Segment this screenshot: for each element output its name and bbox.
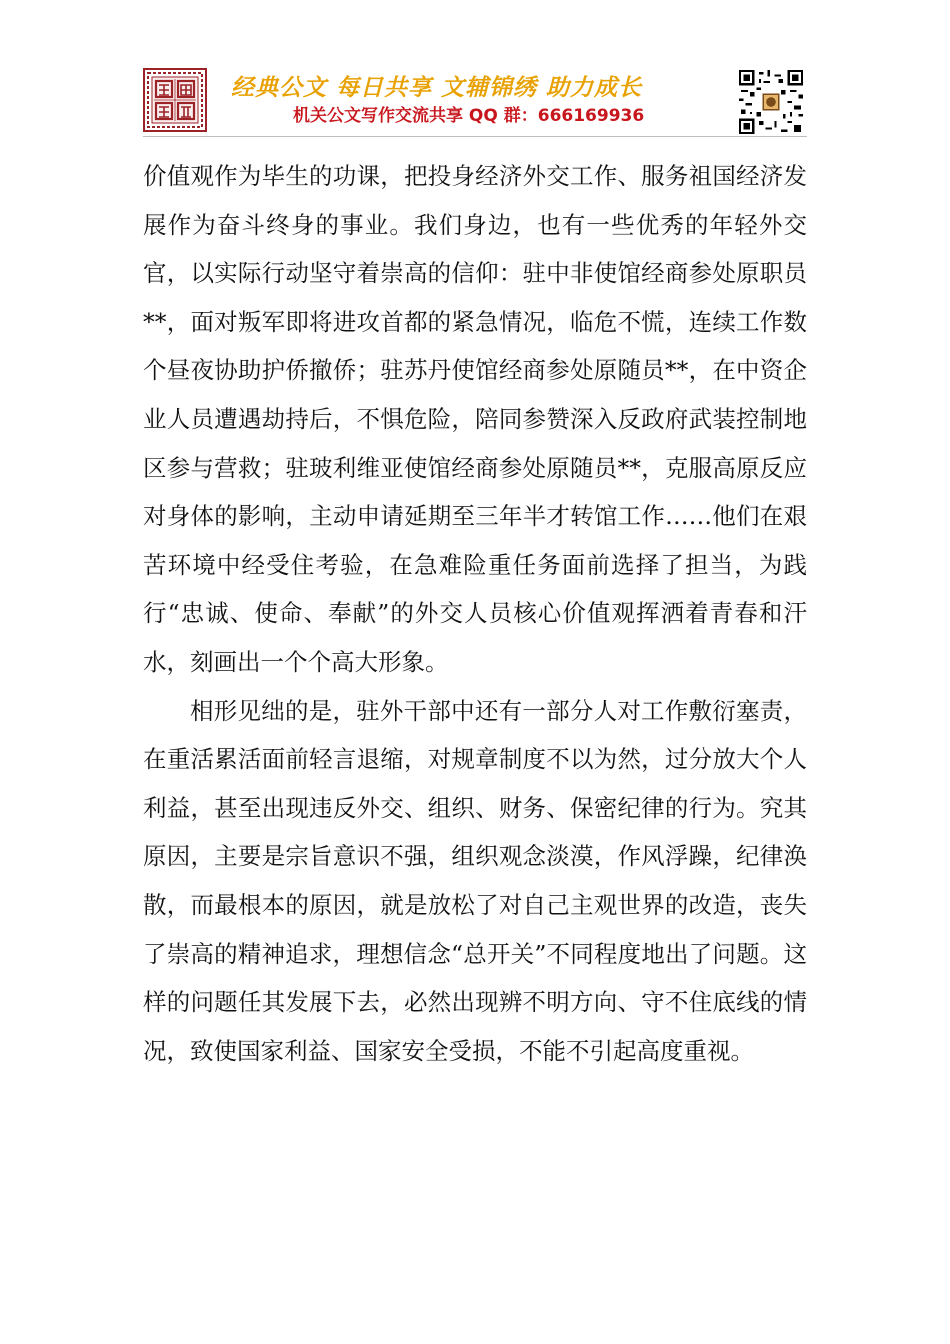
header-divider [143,136,807,137]
page-header [143,66,807,134]
header-qq-group: 机关公文写作交流共享 QQ 群：666169936 [293,106,645,126]
document-body [143,152,807,1075]
qr-code-icon[interactable] [739,70,803,134]
logo-seal-icon [143,68,207,132]
paragraph-2: 相形见绌的是，驻外干部中还有一部分人对工作敷衍塞责，在重活累活面前轻言退缩，对规章制度不以为然，过分放大个人利益，甚至出现违反外交、组织、财务、保密纪律的行为。究其原因，主要是宗旨意识不强，组织观念淡漠，作风浮躁，纪律涣散，而最根本的原因，就是放松了对自己主观世界的改造，丧失了崇高的精神追求，理想信念“总开关”不同程度地出了问题。这样的问题任其发展下去，必然出现辨不明方向、守不住底线的情况，致使国家利益、国家安全受损，不能不引起高度重视。 [143,696,807,1065]
paragraph-1: 价值观作为毕生的功课，把投身经济外交工作、服务祖国经济发展作为奋斗终身的事业。我们身边，也有一些优秀的年轻外交官，以实际行动坚守着崇高的信仰：驻中非使馆经商参处原职员**，面对叛军即将进攻首都的紧急情况，临危不慌，连续工作数个昼夜协助护侨撤侨；驻苏丹使馆经商参处原随员**，在中资企业人员遭遇劫持后，不惧危险，陪同参赞深入反政府武装控制地区参与营救；驻玻利维亚使馆经商参处原随员**，克服高原反应对身体的影响，主动申请延期至三年半才转馆工作……他们在艰苦环境中经受住考验，在急难险重任务面前选择了担当，为践行“忠诚、使命、奉献”的外交人员核心价值观挥洒着青春和汗水，刻画出一个个高大形象。 [143,162,807,676]
header-slogan: 经典公文 每日共享 文辅锦绣 助力成长 [231,75,643,101]
